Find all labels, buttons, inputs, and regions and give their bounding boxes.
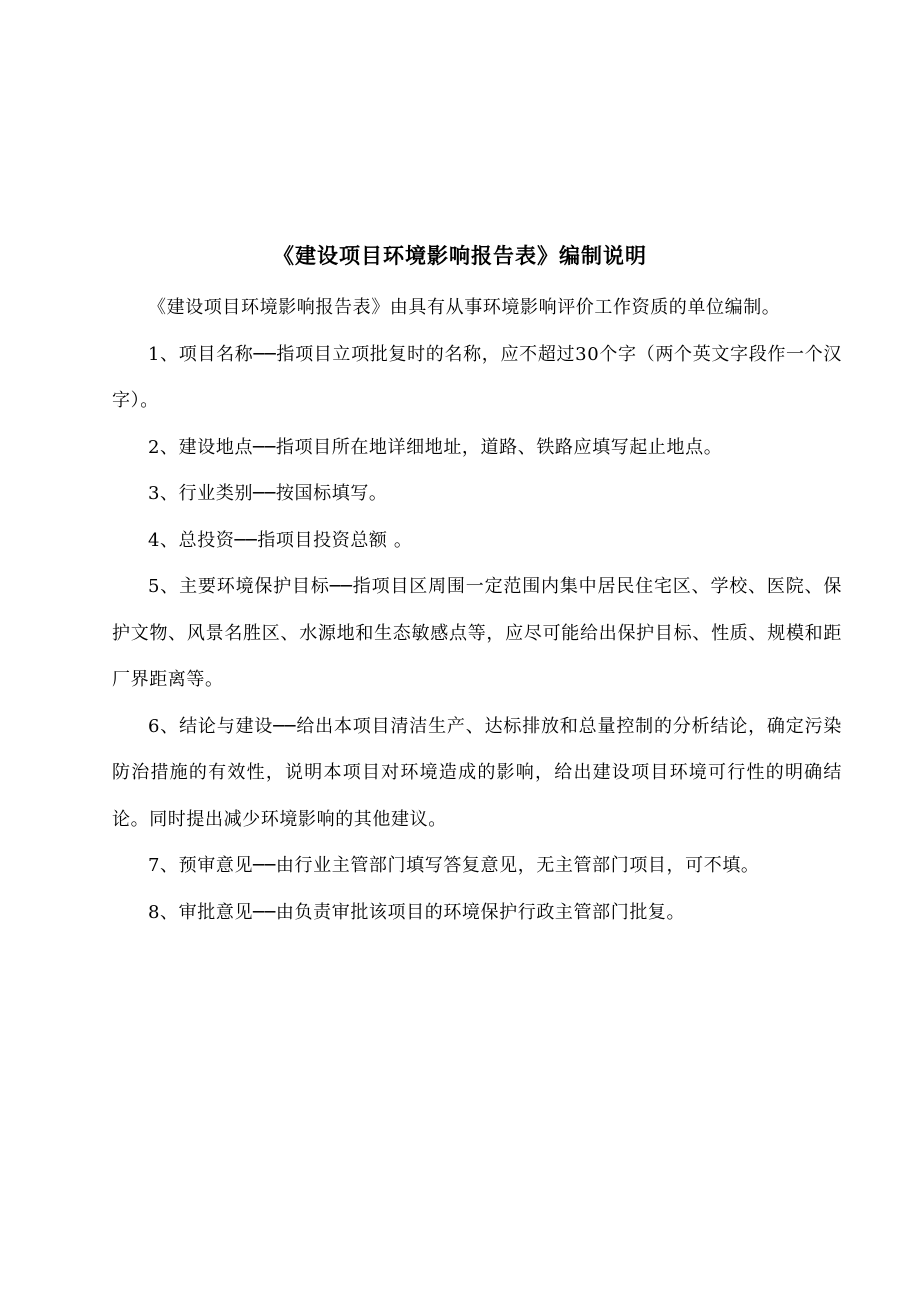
item-protection-targets: 5、主要环境保护目标──指项目区周围一定范围内集中居民住宅区、学校、医院、保护文物、风景名胜区、水源地和生态敏感点等，应尽可能给出保护目标、性质、规模和距厂界距离等。 <box>112 576 842 690</box>
item-industry-category: 3、行业类别──按国标填写。 <box>148 483 388 504</box>
document-body <box>112 285 842 936</box>
document-title: 《建设项目环境影响报告表》编制说明 <box>273 243 647 268</box>
item-construction-location: 2、建设地点──指项目所在地详细地址，道路、铁路应填写起止地点。 <box>148 436 723 458</box>
item-conclusion-suggestion: 6、结论与建设──给出本项目清洁生产、达标排放和总量控制的分析结论，确定污染防治措施的有效性，说明本项目对环境造成的影响，给出建设项目环境可行性的明确结论。同时提出减少环境影响的其他建议。 <box>112 715 842 830</box>
intro-paragraph: 《建设项目环境影响报告表》由具有从事环境影响评价工作资质的单位编制。 <box>148 297 781 318</box>
item-approval-opinion: 8、审批意见──由负责审批该项目的环境保护行政主管部门批复。 <box>148 901 686 923</box>
item-total-investment: 4、总投资──指项目投资总额 。 <box>148 529 413 551</box>
item-project-name: 1、项目名称──指项目立项批复时的名称，应不超过30个字（两个英文字段作一个汉字）。 <box>112 343 842 411</box>
item-pre-review-opinion: 7、预审意见──由行业主管部门填写答复意见，无主管部门项目，可不填。 <box>148 855 760 876</box>
